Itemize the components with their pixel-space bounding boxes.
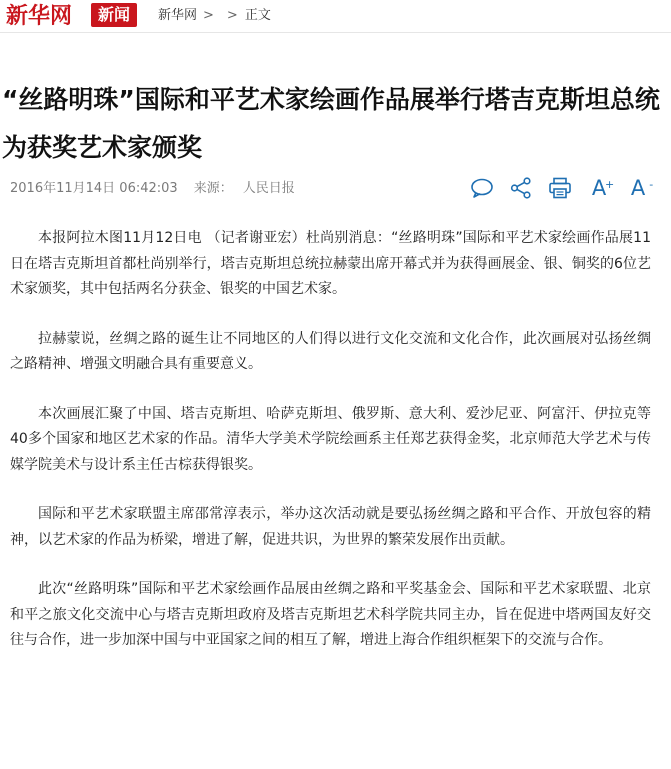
channel-badge[interactable]: 新闻 [91,3,137,27]
site-header [0,0,671,33]
article-body [10,226,651,678]
source-name: 人民日报 [242,181,295,196]
source-label: 来源： [193,181,233,196]
breadcrumb-home[interactable]: 新华网 [158,8,198,23]
breadcrumb [158,7,271,25]
article-meta [10,181,295,197]
font-larger-letter: A [591,176,607,200]
article-paragraph: 本报阿拉木图11月12日电 （记者谢亚宏）杜尚别消息：“丝路明珠”国际和平艺术家绘画作品展11日在塔吉克斯坦首都杜尚别举行，塔吉克斯坦总统拉赫蒙出席开幕式并为获得画展金、银、铜奖的6位艺术家颁奖，其中包括两名分获金、银奖的中国艺术家。 [10,230,651,297]
comment-button[interactable] [469,175,495,201]
font-smaller-letter: A [630,176,646,200]
article-toolbar [469,174,654,202]
print-button[interactable] [547,175,573,201]
minus-glyph: - [649,178,654,191]
plus-glyph: + [604,178,615,191]
share-button[interactable] [508,175,534,201]
font-larger-button[interactable] [586,175,615,201]
breadcrumb-current: 正文 [244,8,271,23]
chevron-right-icon: > [226,8,238,23]
font-larger-icon [591,175,615,201]
article-title: “丝路明珠”国际和平艺术家绘画作品展举行塔吉克斯坦总统为获奖艺术家颁奖 [2,85,660,162]
article-paragraph: 此次“丝路明珠”国际和平艺术家绘画作品展由丝绸之路和平奖基金会、国际和平艺术家联盟、北京和平之旅文化交流中心与塔吉克斯坦政府及塔吉克斯坦艺术科学院共同主办，旨在促进中塔两国友好交往与合作，进一步加深中国与中亚国家之间的相互了解，增进上海合作组织框架下的交流与合作。 [10,581,651,648]
chevron-right-icon: > [203,8,214,23]
font-smaller-icon [630,175,654,201]
publish-datetime: 2016年11月14日 06:42:03 [10,181,178,196]
print-icon [548,177,572,199]
share-icon [510,177,532,199]
site-logo[interactable]: 新华网 [6,3,73,29]
comment-icon [470,177,494,199]
article-paragraph: 本次画展汇聚了中国、塔吉克斯坦、哈萨克斯坦、俄罗斯、意大利、爱沙尼亚、阿富汗、伊拉克等40多个国家和地区艺术家的作品。清华大学美术学院绘画系主任郑艺获得金奖，北京师范大学艺术与传媒学院美术与设计系主任古棕获得银奖。 [10,405,651,473]
font-smaller-button[interactable] [625,175,654,201]
article-paragraph: 拉赫蒙说，丝绸之路的诞生让不同地区的人们得以进行文化交流和文化合作，此次画展对弘扬丝绸之路精神、增强文明融合具有重要意义。 [10,330,651,372]
article-paragraph: 国际和平艺术家联盟主席邵常淳表示，举办这次活动就是要弘扬丝绸之路和平合作、开放包容的精神，以艺术家的作品为桥梁，增进了解，促进共识，为世界的繁荣发展作出贡献。 [10,506,651,548]
